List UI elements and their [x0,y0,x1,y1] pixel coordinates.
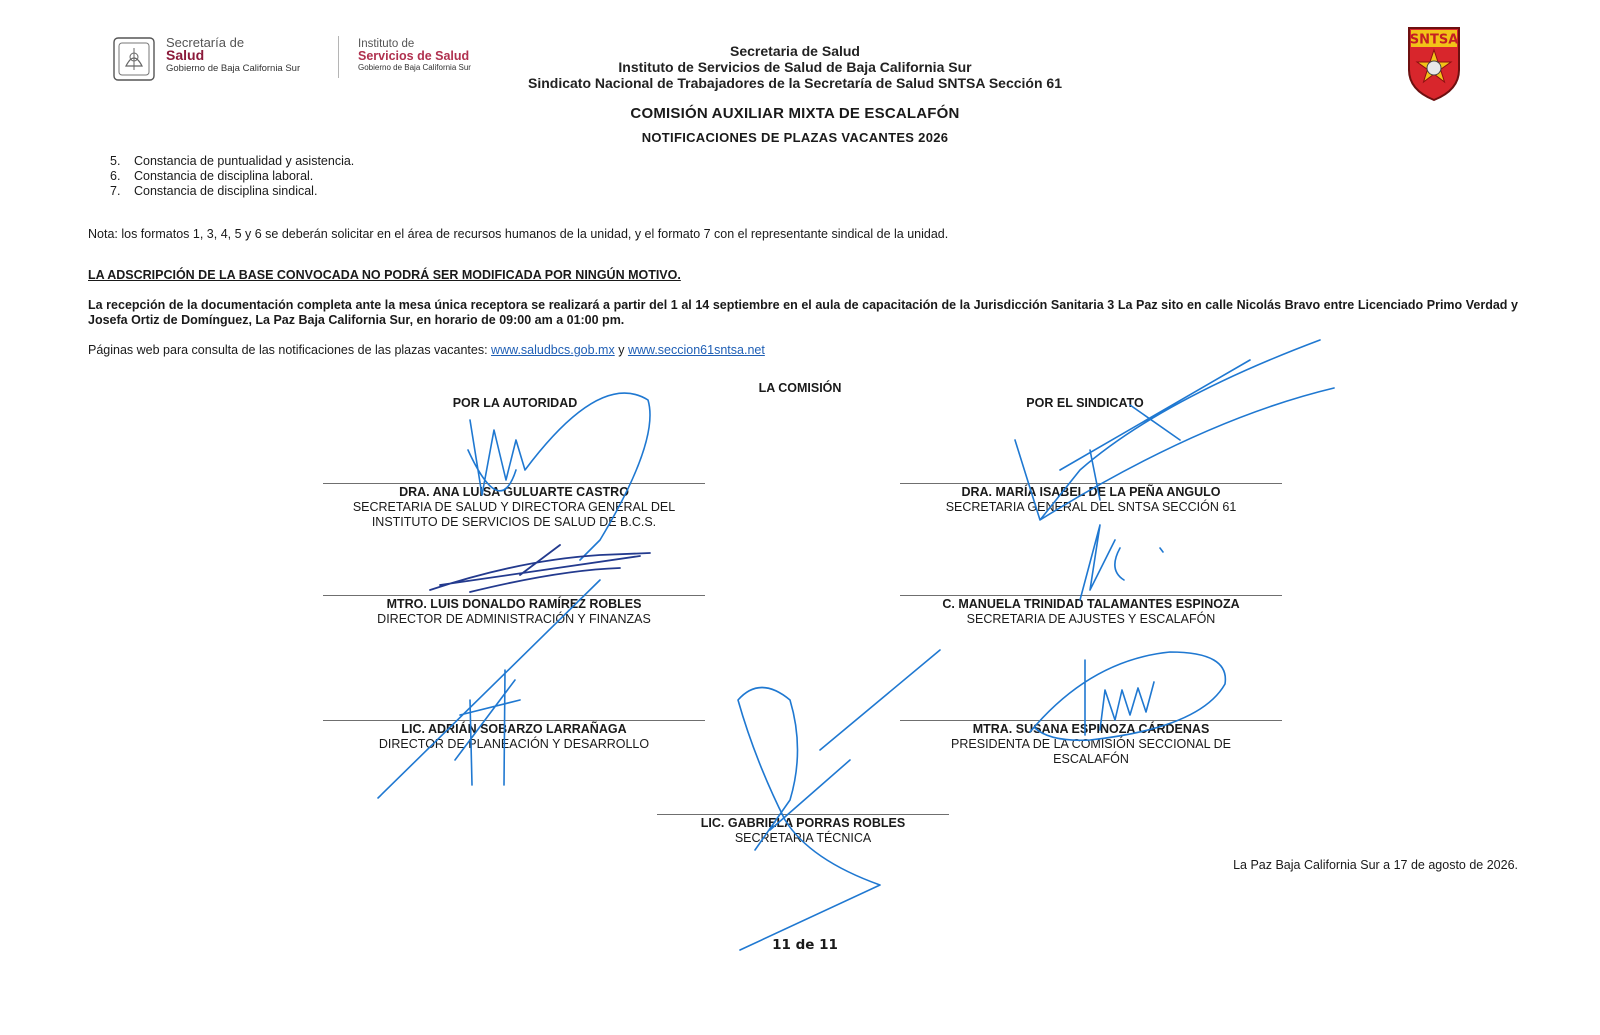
signature-ramirez [430,545,650,592]
signer-name: LIC. GABRIELA PORRAS ROBLES [700,816,906,830]
signature-line [323,720,705,721]
union-label: POR EL SINDICATO [1026,396,1144,410]
list-item-number: 7. [110,184,121,198]
list-item-text: Constancia de disciplina sindical. [134,184,318,198]
signature-line [900,720,1282,721]
signature-line [323,483,705,484]
signer-role: SECRETARIA DE SALUD Y DIRECTORA GENERAL DEL [352,500,676,514]
logo-isss-line2: Servicios de Salud [358,49,470,63]
header-divider [338,36,339,78]
place-date: La Paz Baja California Sur a 17 de agosto de 2026. [1233,858,1518,872]
list-item-text: Constancia de puntualidad y asistencia. [134,154,355,168]
list-item [110,154,354,169]
signer-block [313,722,715,752]
secretaria-salud-logo [112,34,312,84]
committee-title: COMISIÓN AUXILIAR MIXTA DE ESCALAFÓN [630,105,960,122]
signer-block [890,485,1292,515]
signature-line [323,595,705,596]
signer-role: DIRECTOR DE ADMINISTRACIÓN Y FINANZAS [377,612,651,626]
vacancies-title: NOTIFICACIONES DE PLAZAS VACANTES 2026 [641,130,949,145]
documents-list [110,154,354,199]
logo-salud-line3: Gobierno de Baja California Sur [166,63,301,74]
commission-label: LA COMISIÓN [758,381,842,395]
signature-porras [738,650,940,950]
signer-role: SECRETARIA GENERAL DEL SNTSA SECCIÓN 61 [945,500,1237,514]
signer-role: INSTITUTO DE SERVICIOS DE SALUD DE B.C.S. [371,515,657,529]
logo-isss-line3: Gobierno de Baja California Sur [358,63,471,72]
sntsa-shield-logo-icon [1405,24,1463,102]
list-item [110,169,354,184]
bcs-coat-of-arms-icon [112,36,156,82]
signer-block [890,722,1292,767]
institution-header [480,43,1110,91]
signer-name: DRA. ANA LUISA GULUARTE CASTRO [399,485,629,499]
logo-isss-line1: Instituto de [358,38,415,50]
signature-line [900,595,1282,596]
seccion61-link[interactable]: www.seccion61sntsa.net [627,343,765,357]
signer-role: ESCALAFÓN [1053,752,1129,766]
signer-block [313,597,715,627]
note-paragraph: Nota: los formatos 1, 3, 4, 5 y 6 se deberán solicitar en el área de recursos humanos de la unidad, y el formato 7 con el representante sindical de la unidad. [88,227,949,241]
list-item-number: 5. [110,154,121,168]
signature-line [657,814,949,815]
signer-block [313,485,715,530]
institution-line: Secretaria de Salud [730,43,860,59]
signer-name: LIC. ADRIÁN SOBARZO LARRAÑAGA [401,722,627,736]
list-item-text: Constancia de disciplina laboral. [134,169,314,183]
institution-line: Sindicato Nacional de Trabajadores de la Secretaría de Salud SNTSA Sección 61 [527,75,1062,91]
signer-block [890,597,1292,627]
signer-name: DRA. MARÍA ISABEL DE LA PEÑA ANGULO [961,485,1221,499]
institution-line: Instituto de Servicios de Salud de Baja California Sur [618,59,972,75]
signature-line [900,483,1282,484]
reception-paragraph: La recepción de la documentación completa ante la mesa única receptora se realizará a partir del 1 al 14 septiembre en el aula de capacitación de la Jurisdicción Sanitaria 3 La Paz sito en calle Nicolás Bravo entre Licenciado Primo Verdad y Josefa Ortiz de Domínguez, La Paz Baja California Sur, en horario de 09:00 am a 01:00 pm. [88,298,1518,327]
list-item [110,184,354,199]
list-item-number: 6. [110,169,121,183]
authority-label: POR LA AUTORIDAD [452,396,578,410]
signer-block [650,816,956,846]
signer-name: MTRO. LUIS DONALDO RAMÍREZ ROBLES [386,597,642,611]
saludbcs-link[interactable]: www.saludbcs.gob.mx [491,343,615,357]
logo-salud-line1: Secretaría de [166,35,245,50]
instituto-servicios-salud-logo [358,38,471,74]
signer-role: SECRETARIA DE AJUSTES Y ESCALAFÓN [966,612,1216,626]
sntsa-logo-text: SNTSA [1409,32,1459,48]
signer-role: SECRETARIA TÉCNICA [734,831,872,845]
signature-guluarte [468,393,650,560]
page-number: 11 de 11 [772,937,838,953]
signature-talamantes [1080,525,1163,600]
signer-role: PRESIDENTA DE LA COMISIÓN SECCIONAL DE [951,737,1231,751]
signer-name: C. MANUELA TRINIDAD TALAMANTES ESPINOZA [942,597,1240,611]
signer-role: DIRECTOR DE PLANEACIÓN Y DESARROLLO [378,737,650,751]
websites-paragraph [88,343,1518,358]
websites-joiner: y [618,343,625,357]
logo-salud-line2: Salud [166,47,205,63]
adscription-warning: LA ADSCRIPCIÓN DE LA BASE CONVOCADA NO PODRÁ SER MODIFICADA POR NINGÚN MOTIVO. [88,268,681,282]
signer-name: MTRA. SUSANA ESPINOZA CÁRDENAS [972,722,1210,736]
websites-prefix: Páginas web para consulta de las notificaciones de las plazas vacantes: [88,343,488,357]
